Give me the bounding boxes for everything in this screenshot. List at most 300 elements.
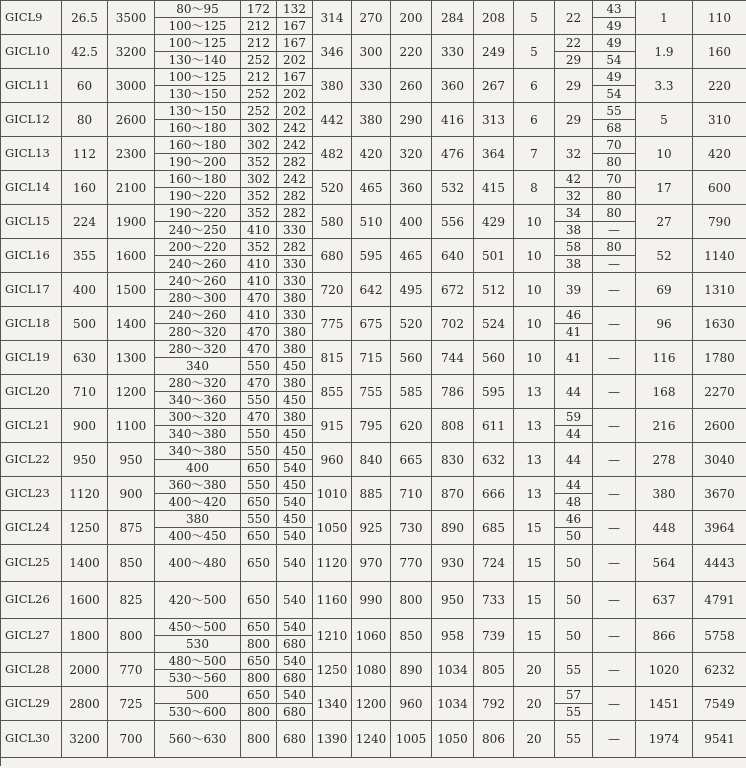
model-cell: GICL28 xyxy=(1,653,62,687)
length-cell: 302 xyxy=(241,171,277,188)
dim-d-cell: 346 xyxy=(313,35,352,69)
dim-c-cell: 10 xyxy=(514,205,555,239)
dim-a-cell: 806 xyxy=(474,721,514,758)
dim-d1-cell: 885 xyxy=(352,477,391,511)
length-cell: 380 xyxy=(277,290,313,307)
dim-c-cell: 13 xyxy=(514,375,555,409)
dim-d-cell: 915 xyxy=(313,409,352,443)
length-cell: 352 xyxy=(241,205,277,222)
table-row xyxy=(1,341,746,358)
speed-cell: 1200 xyxy=(108,375,155,409)
inertia-cell: 790 xyxy=(693,205,746,239)
e-cell: 50 xyxy=(555,528,593,545)
torque-cell: 3200 xyxy=(62,721,108,758)
torque-cell: 1120 xyxy=(62,477,108,511)
dim-d-cell: 1010 xyxy=(313,477,352,511)
speed-cell: 2100 xyxy=(108,171,155,205)
dim-a-cell: 415 xyxy=(474,171,514,205)
bore-range-cell: 500 xyxy=(155,687,241,704)
inertia-cell: 3670 xyxy=(693,477,746,511)
length-cell: 330 xyxy=(277,256,313,273)
m-cell: 54 xyxy=(593,86,636,103)
table-row xyxy=(1,687,746,704)
speed-cell: 825 xyxy=(108,582,155,619)
length-cell: 680 xyxy=(277,670,313,687)
mass-cell: 866 xyxy=(636,619,693,653)
dim-a-cell: 267 xyxy=(474,69,514,103)
e-cell: 29 xyxy=(555,103,593,137)
dim-a-cell: 685 xyxy=(474,511,514,545)
dim-d1-cell: 990 xyxy=(352,582,391,619)
inertia-cell: 1310 xyxy=(693,273,746,307)
model-cell: GICL11 xyxy=(1,69,62,103)
model-cell: GICL18 xyxy=(1,307,62,341)
model-cell: GICL25 xyxy=(1,545,62,582)
inertia-cell: 1140 xyxy=(693,239,746,273)
dim-b-cell: 476 xyxy=(432,137,474,171)
torque-cell: 160 xyxy=(62,171,108,205)
mass-cell: 278 xyxy=(636,443,693,477)
length-cell: 167 xyxy=(277,35,313,52)
dim-d2-cell: 620 xyxy=(391,409,432,443)
table-row xyxy=(1,443,746,460)
inertia-cell: 2270 xyxy=(693,375,746,409)
dim-d1-cell: 510 xyxy=(352,205,391,239)
table-row xyxy=(1,103,746,120)
length-cell: 380 xyxy=(277,409,313,426)
dim-d-cell: 442 xyxy=(313,103,352,137)
model-cell: GICL23 xyxy=(1,477,62,511)
inertia-cell: 3040 xyxy=(693,443,746,477)
mass-cell: 1 xyxy=(636,1,693,35)
speed-cell: 770 xyxy=(108,653,155,687)
dim-d1-cell: 270 xyxy=(352,1,391,35)
dim-a-cell: 733 xyxy=(474,582,514,619)
length-cell: 352 xyxy=(241,239,277,256)
dim-d-cell: 520 xyxy=(313,171,352,205)
bore-range-cell: 130～150 xyxy=(155,86,241,103)
length-cell: 330 xyxy=(277,222,313,239)
dim-b-cell: 672 xyxy=(432,273,474,307)
dim-b-cell: 416 xyxy=(432,103,474,137)
dim-d2-cell: 710 xyxy=(391,477,432,511)
m-cell: — xyxy=(593,273,636,307)
dim-c-cell: 15 xyxy=(514,511,555,545)
length-cell: 650 xyxy=(241,545,277,582)
length-cell: 800 xyxy=(241,670,277,687)
e-cell: 32 xyxy=(555,188,593,205)
dim-d2-cell: 495 xyxy=(391,273,432,307)
length-cell: 800 xyxy=(241,636,277,653)
e-cell: 50 xyxy=(555,545,593,582)
mass-cell: 168 xyxy=(636,375,693,409)
speed-cell: 3500 xyxy=(108,1,155,35)
length-cell: 282 xyxy=(277,239,313,256)
inertia-cell: 220 xyxy=(693,69,746,103)
bore-range-cell: 300～320 xyxy=(155,409,241,426)
model-cell: GICL26 xyxy=(1,582,62,619)
inertia-cell: 9541 xyxy=(693,721,746,758)
length-cell: 540 xyxy=(277,460,313,477)
torque-cell: 355 xyxy=(62,239,108,273)
torque-cell: 80 xyxy=(62,103,108,137)
e-cell: 34 xyxy=(555,205,593,222)
e-cell: 38 xyxy=(555,256,593,273)
dim-c-cell: 10 xyxy=(514,273,555,307)
bore-range-cell: 100～125 xyxy=(155,35,241,52)
length-cell: 242 xyxy=(277,137,313,154)
length-cell: 650 xyxy=(241,528,277,545)
dim-b-cell: 556 xyxy=(432,205,474,239)
length-cell: 450 xyxy=(277,358,313,375)
dim-c-cell: 6 xyxy=(514,103,555,137)
bore-range-cell: 80～95 xyxy=(155,1,241,18)
inertia-cell: 310 xyxy=(693,103,746,137)
dim-b-cell: 870 xyxy=(432,477,474,511)
mass-cell: 3.3 xyxy=(636,69,693,103)
dim-c-cell: 15 xyxy=(514,582,555,619)
dim-d-cell: 680 xyxy=(313,239,352,273)
dim-c-cell: 20 xyxy=(514,687,555,721)
dim-b-cell: 360 xyxy=(432,69,474,103)
e-cell: 44 xyxy=(555,443,593,477)
length-cell: 252 xyxy=(241,52,277,69)
bore-range-cell: 160～180 xyxy=(155,120,241,137)
dim-c-cell: 13 xyxy=(514,409,555,443)
dim-c-cell: 15 xyxy=(514,619,555,653)
mass-cell: 5 xyxy=(636,103,693,137)
speed-cell: 725 xyxy=(108,687,155,721)
dim-d1-cell: 465 xyxy=(352,171,391,205)
length-cell: 212 xyxy=(241,18,277,35)
dim-d-cell: 1250 xyxy=(313,653,352,687)
bore-range-cell: 240～260 xyxy=(155,256,241,273)
dim-d-cell: 1390 xyxy=(313,721,352,758)
dim-d1-cell: 1240 xyxy=(352,721,391,758)
bore-range-cell: 130～140 xyxy=(155,52,241,69)
dim-d2-cell: 360 xyxy=(391,171,432,205)
model-cell: GICL24 xyxy=(1,511,62,545)
torque-cell: 500 xyxy=(62,307,108,341)
length-cell: 380 xyxy=(277,375,313,392)
m-cell: 55 xyxy=(593,103,636,120)
length-cell: 202 xyxy=(277,52,313,69)
m-cell: 49 xyxy=(593,18,636,35)
speed-cell: 950 xyxy=(108,443,155,477)
e-cell: 38 xyxy=(555,222,593,239)
model-cell: GICL12 xyxy=(1,103,62,137)
length-cell: 540 xyxy=(277,687,313,704)
e-cell: 46 xyxy=(555,511,593,528)
inertia-cell: 2600 xyxy=(693,409,746,443)
dim-d-cell: 314 xyxy=(313,1,352,35)
length-cell: 540 xyxy=(277,619,313,636)
bore-range-cell: 400 xyxy=(155,460,241,477)
model-cell: GICL16 xyxy=(1,239,62,273)
length-cell: 470 xyxy=(241,341,277,358)
bore-range-cell: 100～125 xyxy=(155,69,241,86)
table-row xyxy=(1,273,746,290)
e-cell: 50 xyxy=(555,582,593,619)
dim-d2-cell: 200 xyxy=(391,1,432,35)
length-cell: 540 xyxy=(277,653,313,670)
speed-cell: 700 xyxy=(108,721,155,758)
dim-d2-cell: 560 xyxy=(391,341,432,375)
dim-b-cell: 958 xyxy=(432,619,474,653)
length-cell: 550 xyxy=(241,426,277,443)
length-cell: 212 xyxy=(241,35,277,52)
m-cell: 43 xyxy=(593,1,636,18)
dim-d1-cell: 925 xyxy=(352,511,391,545)
dim-d1-cell: 715 xyxy=(352,341,391,375)
torque-cell: 1800 xyxy=(62,619,108,653)
dim-c-cell: 13 xyxy=(514,477,555,511)
length-cell: 410 xyxy=(241,256,277,273)
length-cell: 550 xyxy=(241,443,277,460)
dim-c-cell: 8 xyxy=(514,171,555,205)
bore-range-cell: 280～300 xyxy=(155,290,241,307)
bore-range-cell: 340～360 xyxy=(155,392,241,409)
dim-a-cell: 313 xyxy=(474,103,514,137)
e-cell: 50 xyxy=(555,619,593,653)
length-cell: 450 xyxy=(277,511,313,528)
dim-b-cell: 890 xyxy=(432,511,474,545)
length-cell: 132 xyxy=(277,1,313,18)
bore-range-cell: 280～320 xyxy=(155,324,241,341)
m-cell: — xyxy=(593,511,636,545)
dim-b-cell: 1050 xyxy=(432,721,474,758)
mass-cell: 17 xyxy=(636,171,693,205)
length-cell: 550 xyxy=(241,511,277,528)
dim-d-cell: 1210 xyxy=(313,619,352,653)
m-cell: — xyxy=(593,375,636,409)
torque-cell: 2800 xyxy=(62,687,108,721)
mass-cell: 1974 xyxy=(636,721,693,758)
e-cell: 59 xyxy=(555,409,593,426)
e-cell: 44 xyxy=(555,477,593,494)
dim-d-cell: 775 xyxy=(313,307,352,341)
inertia-cell: 5758 xyxy=(693,619,746,653)
dim-d1-cell: 595 xyxy=(352,239,391,273)
bore-range-cell: 380 xyxy=(155,511,241,528)
e-cell: 44 xyxy=(555,375,593,409)
table-row xyxy=(1,653,746,670)
dim-d2-cell: 400 xyxy=(391,205,432,239)
dim-a-cell: 805 xyxy=(474,653,514,687)
length-cell: 650 xyxy=(241,619,277,636)
m-cell: — xyxy=(593,307,636,341)
model-cell: GICL22 xyxy=(1,443,62,477)
m-cell: 80 xyxy=(593,239,636,256)
dim-a-cell: 560 xyxy=(474,341,514,375)
e-cell: 22 xyxy=(555,1,593,35)
bore-range-cell: 240～250 xyxy=(155,222,241,239)
e-cell: 57 xyxy=(555,687,593,704)
length-cell: 470 xyxy=(241,290,277,307)
table-row xyxy=(1,239,746,256)
dim-c-cell: 13 xyxy=(514,443,555,477)
bore-range-cell: 160～180 xyxy=(155,171,241,188)
m-cell: 49 xyxy=(593,69,636,86)
dim-d2-cell: 770 xyxy=(391,545,432,582)
speed-cell: 1500 xyxy=(108,273,155,307)
speed-cell: 3200 xyxy=(108,35,155,69)
length-cell: 450 xyxy=(277,392,313,409)
length-cell: 540 xyxy=(277,545,313,582)
dim-b-cell: 1034 xyxy=(432,653,474,687)
length-cell: 470 xyxy=(241,409,277,426)
dim-d2-cell: 465 xyxy=(391,239,432,273)
length-cell: 282 xyxy=(277,205,313,222)
bore-range-cell: 240～260 xyxy=(155,273,241,290)
dim-a-cell: 501 xyxy=(474,239,514,273)
dim-b-cell: 1034 xyxy=(432,687,474,721)
length-cell: 242 xyxy=(277,120,313,137)
length-cell: 680 xyxy=(277,704,313,721)
mass-cell: 69 xyxy=(636,273,693,307)
bore-range-cell: 240～260 xyxy=(155,307,241,324)
model-cell: GICL27 xyxy=(1,619,62,653)
length-cell: 550 xyxy=(241,477,277,494)
bore-range-cell: 190～220 xyxy=(155,205,241,222)
model-cell: GICL17 xyxy=(1,273,62,307)
e-cell: 41 xyxy=(555,324,593,341)
dim-d1-cell: 420 xyxy=(352,137,391,171)
bore-range-cell: 400～450 xyxy=(155,528,241,545)
model-cell: GICL9 xyxy=(1,1,62,35)
dim-a-cell: 512 xyxy=(474,273,514,307)
e-cell: 46 xyxy=(555,307,593,324)
inertia-cell: 6232 xyxy=(693,653,746,687)
dim-b-cell: 930 xyxy=(432,545,474,582)
dim-c-cell: 20 xyxy=(514,653,555,687)
table-row xyxy=(1,477,746,494)
length-cell: 450 xyxy=(277,426,313,443)
table-row xyxy=(1,582,746,619)
model-cell: GICL15 xyxy=(1,205,62,239)
torque-cell: 112 xyxy=(62,137,108,171)
dim-a-cell: 524 xyxy=(474,307,514,341)
bore-range-cell: 280～320 xyxy=(155,375,241,392)
table-row xyxy=(1,1,746,18)
dim-d1-cell: 330 xyxy=(352,69,391,103)
length-cell: 380 xyxy=(277,324,313,341)
inertia-cell: 4791 xyxy=(693,582,746,619)
dim-d-cell: 960 xyxy=(313,443,352,477)
dim-d2-cell: 800 xyxy=(391,582,432,619)
dim-d1-cell: 1060 xyxy=(352,619,391,653)
m-cell: — xyxy=(593,477,636,511)
dim-a-cell: 724 xyxy=(474,545,514,582)
length-cell: 167 xyxy=(277,69,313,86)
torque-cell: 1600 xyxy=(62,582,108,619)
length-cell: 540 xyxy=(277,582,313,619)
dim-b-cell: 702 xyxy=(432,307,474,341)
m-cell: 80 xyxy=(593,154,636,171)
table-bottom-strip xyxy=(1,758,746,767)
dim-a-cell: 792 xyxy=(474,687,514,721)
model-cell: GICL10 xyxy=(1,35,62,69)
table-row xyxy=(1,721,746,758)
mass-cell: 96 xyxy=(636,307,693,341)
model-cell: GICL21 xyxy=(1,409,62,443)
m-cell: — xyxy=(593,443,636,477)
dim-b-cell: 830 xyxy=(432,443,474,477)
model-cell: GICL29 xyxy=(1,687,62,721)
length-cell: 352 xyxy=(241,154,277,171)
length-cell: 650 xyxy=(241,460,277,477)
mass-cell: 10 xyxy=(636,137,693,171)
length-cell: 252 xyxy=(241,86,277,103)
mass-cell: 380 xyxy=(636,477,693,511)
dim-a-cell: 595 xyxy=(474,375,514,409)
length-cell: 242 xyxy=(277,171,313,188)
mass-cell: 1451 xyxy=(636,687,693,721)
dim-b-cell: 950 xyxy=(432,582,474,619)
dim-d-cell: 1160 xyxy=(313,582,352,619)
length-cell: 410 xyxy=(241,222,277,239)
dim-a-cell: 666 xyxy=(474,477,514,511)
dim-d2-cell: 520 xyxy=(391,307,432,341)
dim-d2-cell: 320 xyxy=(391,137,432,171)
bore-range-cell: 190～220 xyxy=(155,188,241,205)
dim-d-cell: 380 xyxy=(313,69,352,103)
torque-cell: 710 xyxy=(62,375,108,409)
dim-a-cell: 739 xyxy=(474,619,514,653)
inertia-cell: 160 xyxy=(693,35,746,69)
m-cell: — xyxy=(593,619,636,653)
torque-cell: 224 xyxy=(62,205,108,239)
dim-c-cell: 20 xyxy=(514,721,555,758)
table-row xyxy=(1,35,746,52)
bore-range-cell: 530～560 xyxy=(155,670,241,687)
dim-c-cell: 5 xyxy=(514,1,555,35)
bore-range-cell: 130～150 xyxy=(155,103,241,120)
table-row xyxy=(1,171,746,188)
torque-cell: 60 xyxy=(62,69,108,103)
e-cell: 32 xyxy=(555,137,593,171)
bore-range-cell: 340 xyxy=(155,358,241,375)
e-cell: 39 xyxy=(555,273,593,307)
table-row xyxy=(1,511,746,528)
torque-cell: 900 xyxy=(62,409,108,443)
length-cell: 302 xyxy=(241,137,277,154)
torque-cell: 1250 xyxy=(62,511,108,545)
e-cell: 55 xyxy=(555,704,593,721)
dim-c-cell: 5 xyxy=(514,35,555,69)
length-cell: 550 xyxy=(241,392,277,409)
bore-range-cell: 100～125 xyxy=(155,18,241,35)
torque-cell: 2000 xyxy=(62,653,108,687)
mass-cell: 1.9 xyxy=(636,35,693,69)
table-row xyxy=(1,619,746,636)
length-cell: 450 xyxy=(277,443,313,460)
e-cell: 58 xyxy=(555,239,593,256)
m-cell: — xyxy=(593,721,636,758)
length-cell: 550 xyxy=(241,358,277,375)
bore-range-cell: 420～500 xyxy=(155,582,241,619)
mass-cell: 27 xyxy=(636,205,693,239)
speed-cell: 2300 xyxy=(108,137,155,171)
bore-range-cell: 280～320 xyxy=(155,341,241,358)
e-cell: 29 xyxy=(555,69,593,103)
dim-a-cell: 208 xyxy=(474,1,514,35)
dim-b-cell: 808 xyxy=(432,409,474,443)
speed-cell: 1300 xyxy=(108,341,155,375)
e-cell: 48 xyxy=(555,494,593,511)
dim-b-cell: 786 xyxy=(432,375,474,409)
bore-range-cell: 340～380 xyxy=(155,426,241,443)
